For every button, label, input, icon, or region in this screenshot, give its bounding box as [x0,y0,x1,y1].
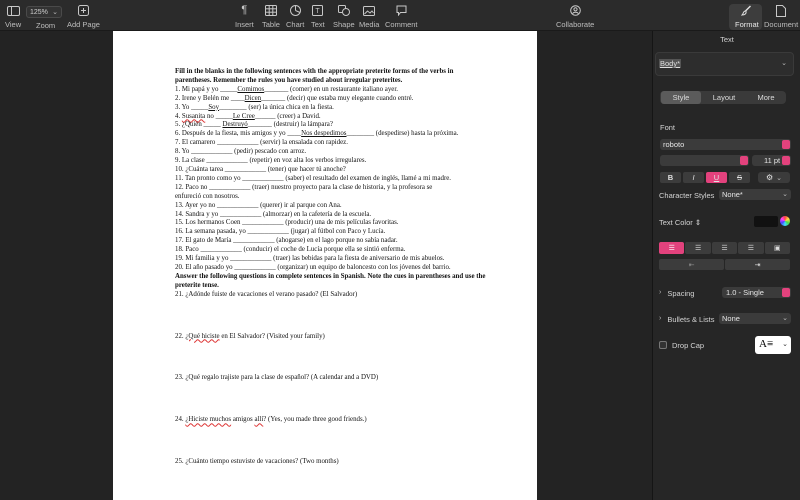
exercise-line [175,255,487,264]
chart-icon [290,3,301,18]
exercise-lines [175,86,487,273]
justify-icon: ☰ [747,245,755,252]
line-text: 16. La semana pasada, yo ____________ (jugar) al fútbol con Paco y Lucía. [175,228,386,236]
pilcrow-icon: ¶ [241,4,248,16]
question-21: 21. ¿Adónde fuiste de vacaciones el verano pasado? (El Salvador) [175,290,358,298]
line-text: 5. ¿Quién _____ [175,121,223,129]
exercise-line [175,202,487,211]
align-left-icon: ☰ [668,245,675,252]
tab-style[interactable]: Style [661,91,701,104]
zoom-value: 125% [30,8,48,16]
exercise-line [175,184,487,193]
bullets-label: Bullets & Lists [667,315,715,324]
line-text: 17. El gato de María ____________ (ahogarse) en el lago porque no sabía nadar. [175,237,398,245]
text-button[interactable] [311,3,325,29]
align-right-button[interactable] [712,242,737,254]
sidebar-title: Text [720,35,734,44]
instructions-part1: Fill in the blanks in the following sentences with the appropriate preterite forms of the verbs in parentheses. Remember the rules you have studied about irregular preterites. [175,68,454,84]
font-size-stepper[interactable] [782,156,790,165]
exercise-line [175,193,487,202]
decrease-indent-icon: ⇤ [688,261,695,269]
text-box-align-button[interactable] [765,242,790,254]
spacing-value: 1.0 - Single [726,288,764,297]
student-answer: Comimos [237,85,265,93]
text-color-swatch[interactable] [754,216,778,227]
drop-cap-preview-icon: A≡ [759,338,774,350]
line-text-rest: _______ (decir) que estaba muy elegante cuando entré. [261,94,414,102]
justify-button[interactable] [738,242,763,254]
line-text-rest: _______ (destruir) la lámpara? [247,121,333,129]
exercise-line [175,219,487,228]
decrease-indent-button[interactable] [659,259,724,270]
insert-button[interactable] [235,3,254,29]
chevron-down-icon: ⌄ [52,9,58,16]
toolbar [0,0,800,31]
collaborate-label: Collaborate [556,20,595,29]
updown-chevron-icon [740,156,748,165]
italic-button[interactable]: I [683,172,704,183]
q24-mid: amigos [231,416,255,424]
exercise-line [175,211,487,220]
media-button[interactable] [359,3,379,29]
text-box-align-icon: ▣ [774,245,781,252]
line-text: 11. Tan pronto como yo ____________ (saber) el resultado del examen de inglés, llamé a mi madre. [175,174,452,182]
exercise-line [175,246,487,255]
exercise-line [175,121,487,130]
font-size-value: 11 pt [764,156,781,165]
chevron-right-icon: › [659,315,662,322]
drop-cap-checkbox[interactable] [659,341,667,349]
chevron-down-icon: ⌄ [781,60,787,67]
q24-number: 24. [175,416,186,424]
spacing-label: Spacing [667,289,695,298]
exercise-line [175,166,487,175]
shape-icon [338,3,350,18]
document-button[interactable] [764,3,798,29]
media-label: Media [359,20,380,29]
student-answer: Dicen [244,94,262,102]
text-options-button[interactable] [758,172,790,183]
line-text: 14. Sandra y yo ____________ (almorzar) en la cafetería de la escuela. [175,210,372,218]
updown-chevron-icon: ⇕ [694,218,702,227]
paragraph-style-value: Body* [660,59,681,68]
bullets-disclosure[interactable] [659,315,714,324]
answer-space[interactable] [175,341,487,374]
bullets-value: None [722,314,740,323]
align-right-icon: ☰ [721,245,728,252]
line-text: 20. El año pasado yo ____________ (organizar) un equipo de baloncesto con los jóvenes del barrio. [175,263,451,271]
font-family-select[interactable] [660,139,791,150]
view-label: View [5,20,22,29]
line-text: 13. Ayer yo no ____________ (querer) ir al parque con Ana. [175,201,342,209]
document-page[interactable] [113,31,537,500]
align-left-button[interactable] [659,242,684,254]
text-label: Text [311,20,325,29]
svg-text:T: T [315,8,321,15]
exercise-line [175,175,487,184]
photo-icon [363,3,375,18]
chart-button[interactable] [286,3,304,29]
tab-layout[interactable]: Layout [712,93,736,102]
answer-space[interactable] [175,383,487,416]
exercise-line [175,86,487,95]
line-text: 6. Después de la fiesta, mis amigos y yo ____ [175,130,302,138]
align-center-icon: ☰ [694,245,702,252]
question-23: 23. ¿Qué regalo trajiste para la clase de español? (A calendar and a DVD) [175,374,379,382]
q24-spellcheck-2: allí [254,416,264,424]
color-wheel-icon[interactable] [780,216,790,226]
comment-icon [396,3,407,18]
strikethrough-button[interactable]: S [729,172,750,183]
chevron-down-icon: ⌄ [782,341,788,348]
chevron-down-icon: ⌄ [776,174,783,182]
exercise-line [175,130,487,139]
line-text: 7. El camarero ____________ (servir) la ensalada con rapidez. [175,139,348,147]
font-style-buttons [660,172,750,183]
document-label: Document [764,20,799,29]
exercise-line [175,157,487,166]
line-text: 9. La clase ____________ (repetir) en voz alta los verbos irregulares. [175,157,367,165]
exercise-line [175,113,487,122]
shape-button[interactable] [333,3,355,29]
student-answer: Le Cree [232,112,255,120]
format-label: Format [735,20,759,29]
line-text: 19. Mi familia y yo ____________ (traer) las bebidas para la fiesta de aniversario de mis abuelos. [175,255,445,263]
text-color-label[interactable] [659,218,701,227]
exercise-line [175,95,487,104]
line-text: 15. Los hermanos Coen ____________ (producir) una de mis películas favoritas. [175,219,399,227]
indent-buttons [659,259,790,270]
line-text: 18. Paco ____________ (conducir) el coche de Lucía porque ella se sintió enferma. [175,246,406,254]
student-answer: Destruyó [222,121,248,129]
tab-more[interactable]: More [757,93,775,102]
instructions-part2: Answer the following questions in complete sentences in Spanish. Note the cues in parentheses and use the preterite tense. [175,272,486,289]
font-heading: Font [660,123,676,132]
increase-indent-icon: ⇥ [754,261,761,269]
answer-space[interactable] [175,300,487,333]
bold-button[interactable]: B [660,172,681,183]
answer-space[interactable] [175,425,487,458]
spacing-select[interactable] [722,287,791,298]
line-text: 1. Mi papá y yo _____ [175,85,238,93]
student-answer: Soy [208,103,220,111]
text-box-icon [312,3,323,18]
comment-button[interactable] [385,3,418,29]
bullets-select[interactable] [719,313,791,324]
view-button[interactable] [5,3,21,29]
exercise-line [175,148,487,157]
student-answer: Nos despedimos [301,130,347,138]
exercise-line [175,228,487,237]
question-24 [175,416,487,425]
spellcheck-word: Susanita [181,112,206,120]
chevron-right-icon: › [659,289,662,296]
document-icon [776,3,786,18]
collaborate-button[interactable] [556,3,594,29]
shape-label: Shape [333,20,355,29]
zoom-label: Zoom [36,21,56,30]
text-color-label-text: Text Color [659,218,693,227]
paragraph-style-selector[interactable] [655,52,794,76]
chevron-down-icon: ⌄ [782,315,788,322]
zoom-select[interactable] [26,6,62,18]
character-styles-select[interactable] [719,189,791,200]
line-text: 8. Yo ____________ (pedir) pescado con arroz. [175,148,307,156]
q22-spellcheck: ¿Qué hiciste [185,332,220,340]
line-text: 2. Irene y Belén me ____ [175,94,245,102]
format-button[interactable] [735,3,759,29]
spacing-disclosure[interactable] [659,289,694,298]
q24-spellcheck: ¿Hiciste muchos [185,416,232,424]
comment-label: Comment [385,20,418,29]
underline-button[interactable]: U [706,172,727,183]
table-label: Table [262,20,280,29]
line-text: 4. Susanita no _____ [175,112,233,120]
exercise-line [175,264,487,273]
document-canvas[interactable] [0,31,652,500]
sidebar-tabs [660,91,786,104]
document-body[interactable] [175,68,487,467]
line-text: 12. Paco no ____________ (traer) nuestro proyecto para la clase de historia, y la profesora se [175,183,433,191]
add-page-label: Add Page [67,20,100,29]
character-styles-label: Character Styles [659,191,715,200]
font-family-value: roboto [663,140,685,149]
exercise-line [175,237,487,246]
sidebar-icon [7,3,20,18]
chevron-down-icon: ⌄ [782,191,788,198]
align-center-button[interactable] [685,242,710,254]
collaborate-icon [569,3,582,18]
character-styles-value: None* [722,190,743,199]
line-text: enfureció con nosotros. [175,192,240,200]
line-text: 10. ¿Cuánta tarea ____________ (tener) que hacer tú anoche? [175,165,346,173]
question-25: 25. ¿Cuánto tiempo estuviste de vacaciones? (Two months) [175,458,339,466]
exercise-line [175,139,487,148]
chart-label: Chart [286,20,305,29]
line-text-rest: ________ (despedirse) hasta la próxima. [346,130,459,138]
add-page-icon [78,3,89,18]
q22-number: 22. [175,332,186,340]
updown-chevron-icon [782,288,790,297]
gear-icon: ⚙ [765,173,774,182]
question-22 [175,333,487,342]
q24-rest: ? (Yes, you made three good friends.) [263,416,367,424]
exercise-line [175,104,487,113]
updown-chevron-icon [782,140,790,149]
font-typeface-select[interactable] [660,155,749,166]
paintbrush-icon [741,3,752,18]
drop-cap-style-picker[interactable] [755,336,791,354]
line-text-rest: _______ (comer) en un restaurante italiano ayer. [264,85,398,93]
q22-rest: en El Salvador? (Visited your family) [219,332,325,340]
insert-label: Insert [235,20,254,29]
alignment-buttons [659,242,790,254]
drop-cap-label: Drop Cap [672,341,705,350]
line-text-rest: ________ (ser) la única chica en la fiesta. [219,103,334,111]
line-text-rest: ______ (creer) a David. [254,112,321,120]
table-icon [265,3,277,18]
table-button[interactable] [262,3,280,29]
increase-indent-button[interactable] [725,259,790,270]
add-page-button[interactable] [67,3,100,29]
line-text: 3. Yo _____ [175,103,209,111]
font-size-field[interactable] [752,155,791,166]
